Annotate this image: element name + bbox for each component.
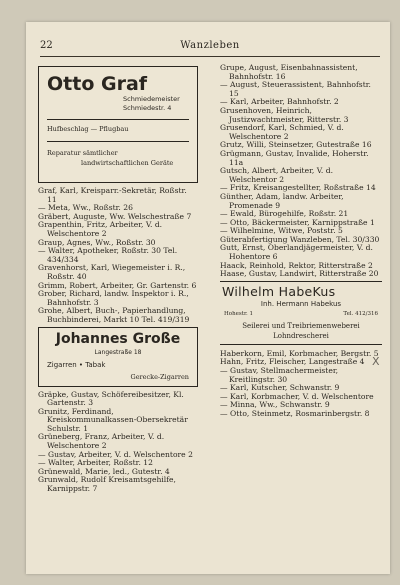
advert-services: Hufbeschlag — Pflugbau — [47, 125, 129, 133]
advert-address: Schmiedestr. 4 — [123, 104, 172, 112]
directory-entry: — Walter, Arbeiter, Roßstr. 12 — [38, 458, 153, 468]
directory-entry: Gutsch, Albert, Arbeiter, V. d. Welschentor 2 — [220, 166, 333, 184]
directory-entry: Grimm, Robert, Arbeiter, Gr. Gartenstr. 6 — [38, 280, 197, 290]
directory-entry: Güterabfertigung Wanzleben, Tel. 30/330 — [220, 234, 380, 244]
advert-products: Lohndrescherei — [273, 331, 329, 340]
directory-entry: — Otto, Bäckermeister, Karnippstraße 1 — [220, 217, 375, 227]
directory-entry: Grünewald, Marie, led., Gutestr. 4 — [38, 466, 170, 476]
directory-entry: — Karl, Kutscher, Schwanstr. 9 — [220, 383, 340, 393]
directory-entry: Gravenhorst, Karl, Wiegemeister i. R., Roßstr. 40 — [38, 263, 186, 281]
advert-address: Langestraße 18 — [94, 348, 142, 356]
entry-list-right-bottom — [220, 350, 382, 419]
entry-list-left-top — [38, 187, 198, 325]
directory-entry: Gutt, Ernst, Oberlandjägermeister, V. d. Hohentore 6 — [220, 243, 373, 262]
directory-entry: — Karl, Korbmacher, V. d. Welschentore — [220, 391, 374, 401]
advert-name: Johannes Große — [55, 330, 181, 347]
directory-entry: Grupe, August, Eisenbahnassistent, Bahnhofstr. 16 — [220, 63, 358, 81]
directory-entry: — Wilhelmine, Witwe, Poststr. 5 — [220, 226, 343, 236]
directory-entry: — Ewald, Bürogehilfe, Roßstr. 21 — [220, 209, 349, 219]
advert-name: Otto Graf — [47, 73, 148, 95]
entry-list-left-bottom — [38, 391, 198, 494]
directory-entry: — Gustav, Stellmachermeister, Kreitlingstr. 30 — [220, 366, 339, 384]
right-column — [220, 64, 382, 419]
directory-entry: Grober, Richard, landw. Inspektor i. R., Bahnhofstr. 3 — [38, 289, 189, 307]
advert-repair-line: Reparatur sämtlicher — [47, 149, 118, 157]
directory-entry: Grutz, Willi, Steinsetzer, Gutestraße 16 — [220, 140, 372, 150]
directory-entry: Grapenthin, Fritz, Arbeiter, V. d. Welschentore 2 — [38, 220, 163, 238]
advert-rule — [220, 344, 382, 345]
advert-johannes-grosse — [38, 327, 198, 387]
advert-rule — [220, 281, 382, 282]
header-rule — [40, 56, 380, 57]
directory-entry: Günther, Adam, landw. Arbeiter, Promenade 9 — [220, 191, 344, 210]
directory-entry: — Minna, Ww., Schwanstr. 9 — [220, 400, 330, 410]
left-column — [38, 64, 198, 494]
directory-entry: Graup, Agnes, Ww., Roßstr. 30 — [38, 237, 156, 247]
directory-entry: — Otto, Steinmetz, Rosmarinbergstr. 8 — [220, 409, 370, 418]
directory-entry: — Walter, Apotheker, Roßstr. 30 Tel. 434/334 — [38, 246, 178, 264]
advert-owner: Inh. Hermann Habekus — [260, 299, 342, 308]
advert-otto-graf — [38, 66, 198, 183]
directory-entry: Grohe, Albert, Buch-, Papierhandlung, Buchbinderei, Markt 10 Tel. 419/319 — [38, 306, 190, 324]
directory-entry: — Karl, Arbeiter, Bahnhofstr. 2 — [220, 97, 339, 107]
directory-entry: Haase, Gustav, Landwirt, Ritterstraße 20 — [220, 269, 379, 279]
advert-repair-line: landwirtschaftlichen Geräte — [81, 159, 174, 167]
directory-entry: Hahn, Fritz, Fleischer, Langestraße 4 — [220, 357, 365, 367]
directory-entry: Gräbert, Auguste, Ww. Welschestraße 7 — [38, 211, 192, 221]
advert-goods: Zigarren • Tabak — [47, 360, 106, 369]
directory-entry: — Meta, Ww., Roßstr. 26 — [38, 203, 133, 213]
directory-entry: — Gustav, Arbeiter, V. d. Welschentore 2 — [38, 449, 193, 459]
directory-entry: — Fritz, Kreisangestellter, Roßstraße 14 — [220, 183, 376, 193]
directory-entry: — August, Steuerassistent, Bahnhofstr. 15 — [220, 80, 371, 98]
running-title: Wanzleben — [180, 40, 240, 51]
directory-entry: Graf, Karl, Kreisparr.-Sekretär, Roßstr. 11 — [38, 186, 187, 204]
directory-entry: Grunitz, Ferdinand, Kreiskommunalkassen-Obersekretär Schulstr. 1 — [38, 406, 188, 433]
directory-entry: Haack, Reinhold, Rektor, Ritterstraße 2 — [220, 260, 373, 270]
advert-rule — [47, 141, 189, 142]
advert-telephone: Tel. 412/316 — [343, 310, 378, 317]
entry-list-right-top — [220, 64, 382, 279]
advert-rule — [47, 119, 189, 120]
directory-entry: Grügmann, Gustav, Invalide, Hoherstr. 11a — [220, 148, 369, 167]
margin-mark: X — [372, 355, 380, 368]
directory-entry: Grusenhoven, Heinrich, Justizwachtmeister, Ritterstr. 3 — [220, 105, 349, 124]
advert-wilhelm-habekus — [220, 284, 382, 346]
directory-entry: Grüneberg, Franz, Arbeiter, V. d. Welschentore 2 — [38, 432, 165, 451]
directory-entry: Grusendorf, Karl, Schmied, V. d. Welschentore 2 — [220, 123, 344, 141]
directory-entry: Grunwald, Rudolf Kreisamtsgehilfe, Karnippstr. 7 — [38, 475, 176, 494]
advert-address: Hohestr. 1 — [224, 310, 253, 317]
directory-entry: Gräpke, Gustav, Schöfereibesitzer, Kl. Gartenstr. 3 — [38, 389, 184, 408]
directory-page — [26, 22, 390, 574]
advert-trade: Schmiedemeister — [123, 95, 180, 103]
advert-brand: Gerecke-Zigarren — [130, 372, 189, 381]
directory-entry: Haberkorn, Emil, Korbmacher, Bergstr. 5 — [220, 348, 379, 358]
page-header — [40, 40, 380, 56]
advert-name: Wilhelm HabeKus — [222, 283, 336, 299]
advert-products: Seilerei und Treibriemenweberei — [242, 321, 360, 330]
page-number: 22 — [40, 40, 53, 51]
